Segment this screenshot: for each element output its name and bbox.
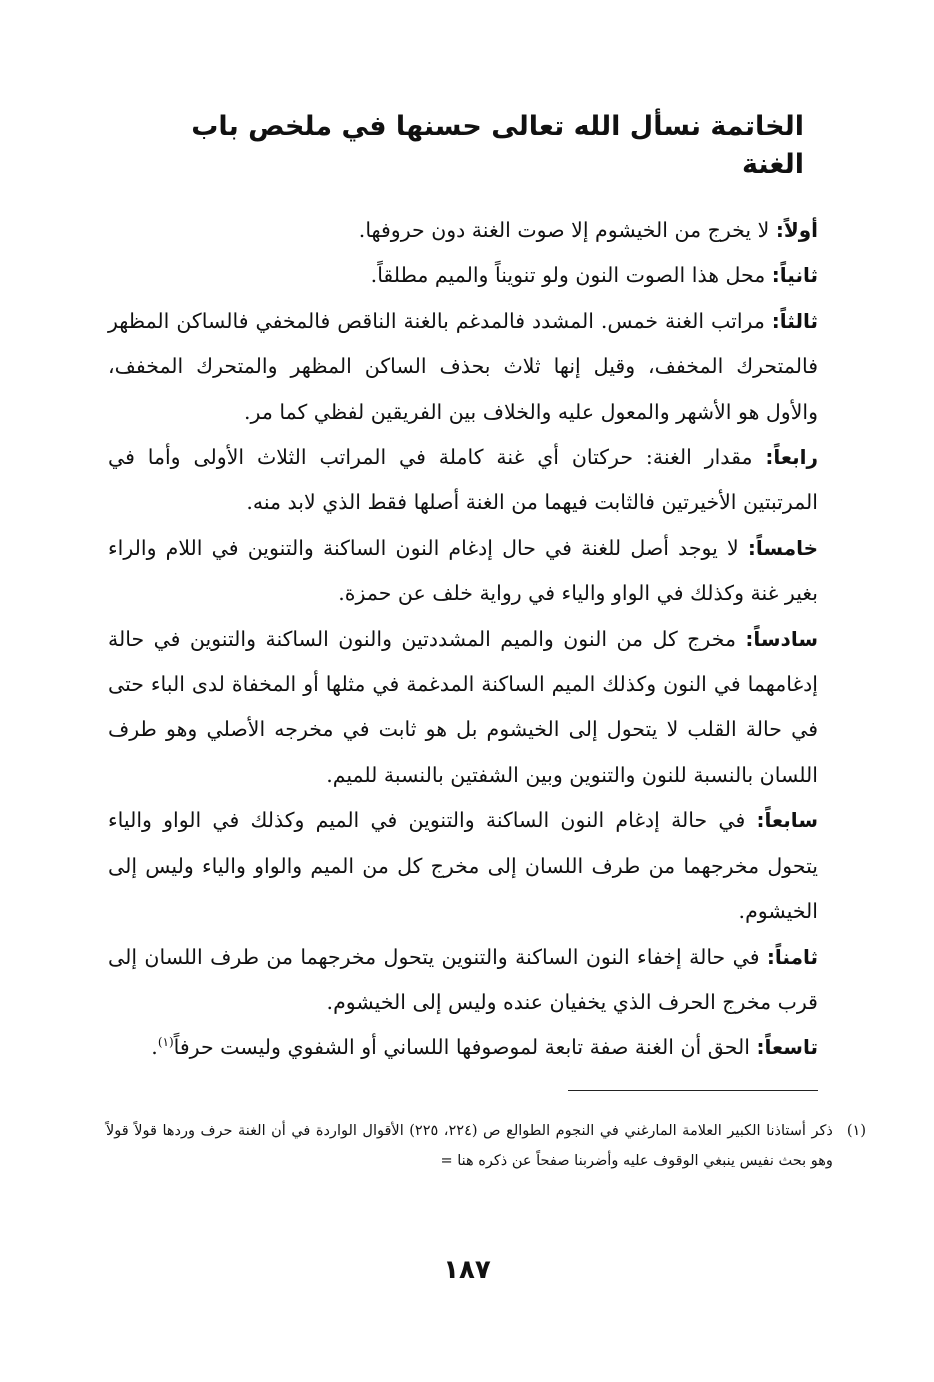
- item-label: ثالثاً :: [772, 309, 818, 333]
- summary-item-2: [108, 253, 818, 298]
- item-text: في حالة إدغام النون الساكنة والتنوين في الميم وكذلك في الواو والياء يتحول مخرجهما من طرف اللسان إلى مخرج كل من الميم والواو والياء وليس إلى الخيشوم.: [108, 808, 818, 924]
- summary-item-6: [108, 617, 818, 799]
- item-text: مقدار الغنة: حركتان أي غنة كاملة في المراتب الثلاث الأولى وأما في المرتبتين الأخيرتين فالثابت فيهما من الغنة أصلها فقط الذي لابد منه.: [108, 445, 818, 515]
- footnote-text: ذكر أستاذنا الكبير العلامة المارغني في النجوم الطوالع ص (٢٢٤، ٢٢٥) الأقوال الواردة في أن الغنة حرف وردها قولاً قولاً وهو بحث نفيس ينبغي الوقوف عليه وأضربنا صفحاً عن ذكره هنا =: [106, 1123, 833, 1169]
- summary-item-8: [108, 935, 818, 1026]
- item-text: لا يوجد أصل للغنة في حال إدغام النون الساكنة والتنوين في اللام والراء بغير غنة وكذلك في الواو والياء في رواية خلف عن حمزة.: [108, 535, 818, 606]
- page-number: ١٨٧: [443, 1255, 491, 1285]
- summary-item-5: [108, 526, 818, 617]
- item-text: لا يخرج من الخيشوم إلا صوت الغنة دون حروفها.: [358, 218, 776, 242]
- item-text: في حالة إخفاء النون الساكنة والتنوين يتحول مخرجهما من طرف اللسان إلى قرب مخرج الحرف الذي يخفيان عنده وليس إلى الخيشوم.: [108, 944, 818, 1014]
- item-text: مراتب الغنة خمس. المشدد فالمدغم بالغنة الناقص فالمخفي فالساكن المظهر فالمتحرك المخفف، وقيل إنها ثلاث بحذف الساكن المظهر والمتحرك المخفف، والأول هو الأشهر والمعول عليه والخلاف بين الفريقين لفظي كما مر.: [108, 308, 818, 424]
- summary-item-9: [108, 1025, 818, 1070]
- item-text: محل هذا الصوت النون ولو تنويناً والميم مطلقاً.: [370, 263, 772, 288]
- summary-item-4: [108, 435, 818, 526]
- footnote-number: (١): [846, 1123, 866, 1139]
- summary-list: [108, 208, 818, 1071]
- item-tail: .: [151, 1035, 158, 1060]
- item-label: ثانياً :: [772, 263, 818, 287]
- item-label: سادساً :: [745, 627, 818, 651]
- item-label: ثامناً :: [767, 945, 818, 969]
- item-label: خامساً :: [748, 536, 818, 560]
- item-label: سابعاً :: [757, 808, 819, 832]
- item-label: رابعاً :: [765, 445, 818, 469]
- footnote-reference[interactable]: (١): [157, 1035, 174, 1050]
- summary-item-1: [108, 208, 818, 253]
- item-text: مخرج كل من النون والميم المشددتين والنون الساكنة والتنوين في حالة إدغامهما في النون وكذلك الميم الساكنة المدغمة في مثلها أو المخفاة لدى الباء حتى في حالة القلب لا يتحول إلى الخيشوم بل هو ثابت في مخرجه الأصلي وهو طرف اللسان بالنسبة للنون والتنوين وبين الشفتين بالنسبة للميم.: [108, 626, 818, 787]
- footnote: [106, 1116, 866, 1176]
- item-label: أولاً :: [776, 218, 818, 242]
- summary-item-7: [108, 798, 818, 934]
- item-text: الحق أن الغنة صفة تابعة لموصوفها اللساني أو الشفوي وليست حرفاً: [173, 1035, 757, 1060]
- summary-item-3: [108, 299, 818, 435]
- item-label: تاسعاً :: [757, 1035, 819, 1059]
- section-title: الخاتمة نسأل الله تعالى حسنها في ملخص باب الغنة: [191, 111, 804, 180]
- footnote-divider: [568, 1090, 818, 1091]
